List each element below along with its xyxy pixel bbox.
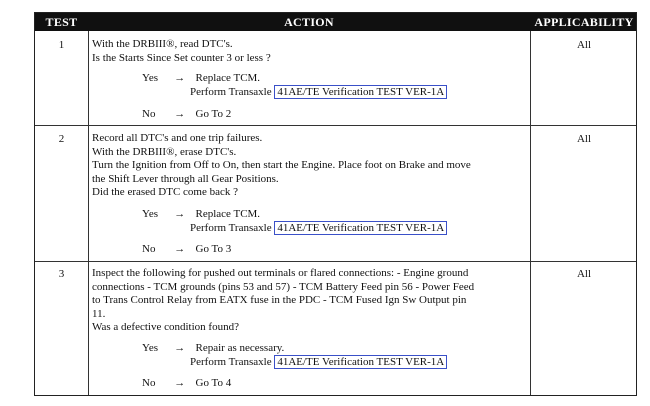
no-label: No [142,377,156,389]
yes-branch [142,342,447,369]
arrow-icon: → [174,342,186,354]
action-text [92,38,524,65]
no-branch [142,243,231,257]
test-number: 1 [58,39,65,51]
header-applicability: APPLICABILITY [534,15,634,29]
action-line: Inspect the following for pushed out terminals or flared connections: - Engine ground [92,267,469,279]
yes-label: Yes [142,72,159,84]
action-text [92,132,524,200]
yes-branch [142,208,447,235]
action-line: connections - TCM grounds (pins 53 and 57) - TCM Battery Feed pin 56 - Power Feed [92,280,475,293]
action-line: Record all DTC's and one trip failures. [92,132,263,144]
action-line: Was a defective condition found? [92,321,239,334]
no-branch [142,377,231,391]
diagnostic-table [34,12,637,396]
table-header [35,13,636,31]
applicability-value: All [576,133,592,145]
action-text [92,267,524,335]
action-line: With the DRBIII®, read DTC's. [92,38,233,50]
yes-action: Repair as necessary. [195,342,285,354]
yes-followup: Perform Transaxle [190,355,272,368]
verification-test-link[interactable]: 41AE/TE Verification TEST VER-1A [274,221,447,235]
verification-test-link[interactable]: 41AE/TE Verification TEST VER-1A [274,85,447,99]
test-number: 3 [58,268,65,280]
no-branch [142,108,231,122]
column-divider [530,31,531,395]
no-label: No [142,243,156,255]
yes-action: Replace TCM. [195,72,261,84]
action-line: Did the erased DTC come back ? [92,186,238,199]
header-test: TEST [45,15,78,29]
action-line: Turn the Ignition from Off to On, then start the Engine. Place foot on Brake and move [92,159,471,172]
arrow-icon: → [174,243,186,255]
yes-label: Yes [142,208,159,220]
action-line: the Shift Lever through all Gear Positions. [92,172,279,185]
applicability-value: All [576,39,592,51]
arrow-icon: → [174,208,186,220]
yes-followup: Perform Transaxle [190,221,272,234]
column-divider [88,31,89,395]
header-action: ACTION [284,15,334,29]
action-line: Is the Starts Since Set counter 3 or less ? [92,51,271,64]
action-line: 11. [92,307,106,320]
row-divider [35,261,636,262]
no-action: Go To 2 [195,108,232,120]
yes-branch [142,72,447,99]
yes-followup: Perform Transaxle [190,85,272,98]
verification-test-link[interactable]: 41AE/TE Verification TEST VER-1A [274,355,447,369]
yes-label: Yes [142,342,159,354]
no-label: No [142,108,156,120]
row-divider [35,125,636,126]
action-line: to Trans Control Relay from EATX fuse in the PDC - TCM Fused Ign Sw Output pin [92,294,467,307]
arrow-icon: → [174,377,186,389]
test-number: 2 [58,133,65,145]
arrow-icon: → [174,72,186,84]
no-action: Go To 3 [195,243,232,255]
applicability-value: All [576,268,592,280]
arrow-icon: → [174,108,186,120]
action-line: With the DRBIII®, erase DTC's. [92,145,237,158]
no-action: Go To 4 [195,377,232,389]
yes-action: Replace TCM. [195,208,261,220]
